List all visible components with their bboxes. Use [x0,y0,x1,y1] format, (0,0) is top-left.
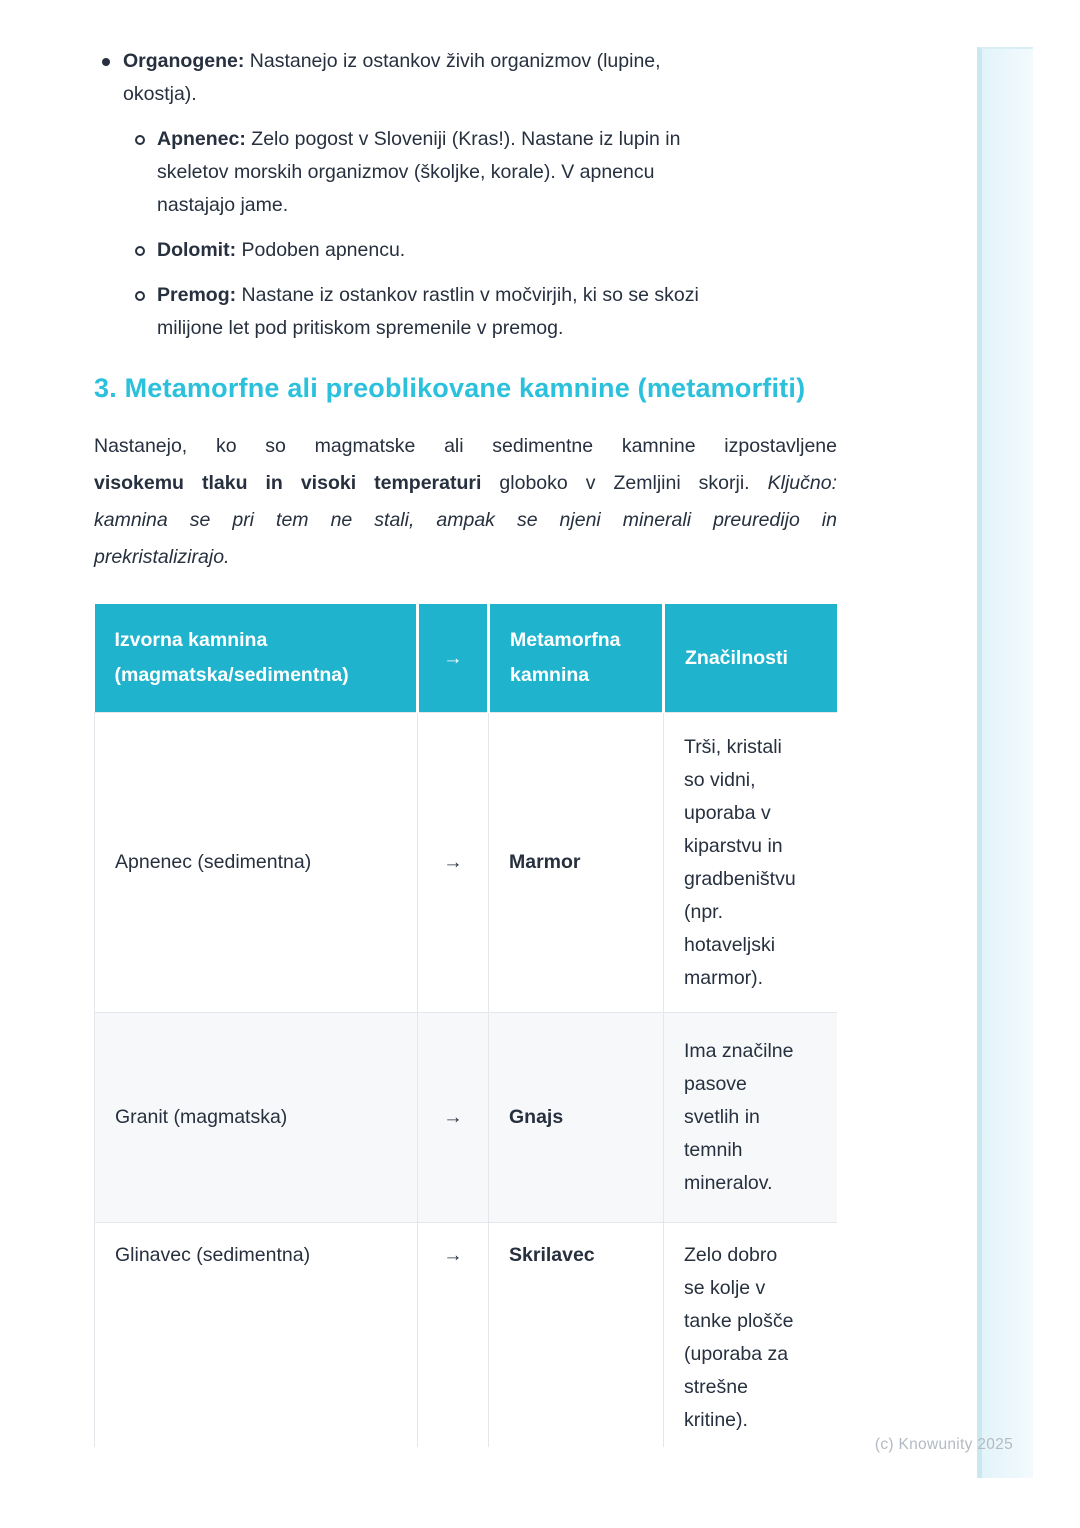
bullet-text: Podoben apnencu. [236,239,406,261]
cell-traits: Trši, kristali so vidni, uporaba v kiparstvu in gradbeništvu (npr. hotaveljski marmor). [664,713,838,1013]
metamorphic-rock-table [94,604,837,1447]
paragraph-line [94,465,837,502]
header-metamorphic-rock: Metamorfna kamnina [489,604,664,713]
paragraph-line: prekristalizirajo. [94,546,230,568]
cell-traits: Zelo dobro se kolje v tanke plošče (uporaba za strešne kritine). [664,1223,838,1448]
sub-bullet-premog [123,279,807,345]
paragraph-line: kamnina se pri tem ne stali, ampak se njeni minerali preuredijo in [94,509,837,531]
sub-bullet-dolomit [123,234,807,267]
cell-arrow: → [418,1013,489,1223]
cell-source-rock: Granit (magmatska) [95,1013,418,1223]
bold-phrase: visokemu tlaku in visoki temperaturi [94,472,482,494]
cell-metamorphic-rock: Gnajs [489,1013,664,1223]
table-row-granit [95,1013,838,1223]
decorative-side-stripe [977,47,1033,1478]
bullet-text: Nastanejo iz ostankov živih organizmov (lupine, [244,50,661,72]
paragraph-line: Nastanejo, ko so magmatske ali sedimentne kamnine izpostavljene [94,435,837,457]
bullet-text-wrap: skeletov morskih organizmov (školjke, korale). V apnencu nastajajo jame. [157,161,655,216]
table-header-row [95,604,838,713]
bullet-term: Dolomit: [157,239,237,261]
cell-metamorphic-rock: Marmor [489,713,664,1013]
bullet-text-wrap: okostja). [123,83,197,105]
page-content [94,45,837,1447]
bullet-text-wrap: milijone let pod pritiskom spremenile v premog. [157,317,564,339]
sub-bullet-apnenec [123,123,807,222]
cell-source-rock: Apnenec (sedimentna) [95,713,418,1013]
bullet-term: Premog: [157,284,237,306]
header-source-rock: Izvorna kamnina (magmatska/sedimentna) [95,604,418,713]
cell-arrow: → [418,1223,489,1448]
table-row-apnenec [95,713,838,1013]
intro-paragraph [94,428,837,576]
bullet-item-organogene [94,45,773,111]
italic-phrase: Ključno: [767,472,837,494]
bullet-term: Apnenec: [157,128,246,150]
cell-traits: Ima značilne pasove svetlih in temnih mineralov. [664,1013,838,1223]
cell-metamorphic-rock: Skrilavec [489,1223,664,1448]
header-traits: Značilnosti [664,604,838,713]
bullet-text: Zelo pogost v Sloveniji (Kras!). Nastane iz lupin in [245,128,681,150]
copyright-notice: (c) Knowunity 2025 [874,1436,1013,1453]
table-row-glinavec [95,1223,838,1448]
header-arrow: → [418,604,489,713]
rock-table-container [94,604,837,1447]
section-heading: 3. Metamorfne ali preoblikovane kamnine (metamorfiti) [94,373,806,403]
cell-source-rock: Glinavec (sedimentna) [95,1223,418,1448]
paragraph-text: globoko v Zemljini skorji. [481,472,768,494]
cell-arrow: → [418,713,489,1013]
bullet-term: Organogene: [123,50,245,72]
bullet-text: Nastane iz ostankov rastlin v močvirjih, ki so se skozi [236,284,699,306]
